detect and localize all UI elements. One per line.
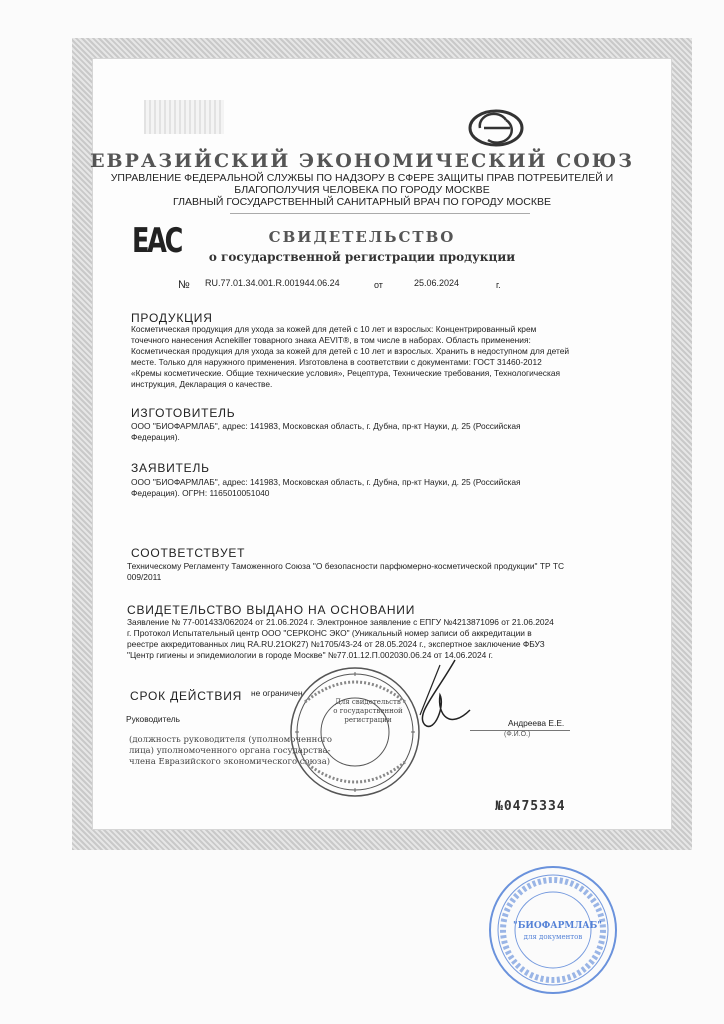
- product-text: Косметическая продукция для ухода за кожей для детей с 10 лет и взрослых: Концентрированный крем точечного нанесения Acnekiller товарного знака AEVIT®, в том числе в наборах. Область применения: Косметическая продукция для ухода за кожей для детей с 10 лет и взрослых. Хранить в недоступном для детей месте. Только для наружного применения. Изготовлена в соответствии с документами: ГОСТ 31460-2012 «Кремы косметические. Общие технические условия», Рецептура, Технические требования, Технологическая инструкция, Декларация о качестве.: [131, 324, 570, 389]
- form-serial-number: №0475334: [495, 799, 566, 814]
- head-label: Руководитель: [126, 714, 180, 724]
- conformity-heading: СООТВЕТСТВУЕТ: [131, 546, 246, 560]
- eac-mark: EAC: [132, 221, 182, 261]
- year-suffix: г.: [496, 280, 501, 290]
- signature-mark: [395, 655, 485, 735]
- position-caption-3: члена Евразийского экономического союза): [129, 757, 331, 767]
- manufacturer-text: ООО "БИОФАРМЛАБ", адрес: 141983, Московская область, г. Дубна, пр-кт Науки, д. 25 (Российская Федерация).: [131, 421, 521, 442]
- company-stamp-subtext: для документов: [523, 933, 583, 941]
- department-line-1: УПРАВЛЕНИЕ ФЕДЕРАЛЬНОЙ СЛУЖБЫ ПО НАДЗОРУ В СФЕРЕ ЗАЩИТЫ ПРАВ ПОТРЕБИТЕЛЕЙ И: [110, 172, 614, 184]
- official-stamp-text: Для свидетельств о государственной регистрации: [333, 698, 403, 724]
- signatory-name: Андреева Е.Е.: [508, 718, 565, 728]
- union-title: ЕВРАЗИЙСКИЙ ЭКОНОМИЧЕСКИЙ СОЮЗ: [90, 150, 634, 172]
- certificate-number: RU.77.01.34.001.R.001944.06.24: [205, 278, 340, 288]
- conformity-mark-icon: [466, 108, 526, 148]
- product-heading: ПРОДУКЦИЯ: [131, 311, 213, 325]
- certificate-subtitle: о государственной регистрации продукции: [208, 250, 516, 264]
- applicant-text: ООО "БИОФАРМЛАБ", адрес: 141983, Московская область, г. Дубна, пр-кт Науки, д. 25 (Российская Федерация). ОГРН: 1165010051040: [131, 477, 521, 498]
- basis-text: Заявление № 77-001433/062024 от 21.06.2024 г. Электронное заявление с ЕПГУ №4213871096 от 21.06.2024 г. Протокол Испытательный центр ООО "СЕРКОНС ЭКО" (Уникальный номер записи об аккредитации в реестре аккредитованных лиц RA.RU.21ОК27) №1705/43-24 от 28.05.2024 г., экспертное заключение ФБУЗ "Центр гигиены и эпидемиологии в городе Москве" №77.01.12.П.002030.06.24 от 14.06.2024 г.: [127, 617, 554, 660]
- fio-caption: (Ф.И.О.): [504, 731, 531, 738]
- position-caption-2: лица) уполномоченного органа государства-: [129, 746, 331, 756]
- applicant-heading: ЗАЯВИТЕЛЬ: [131, 461, 210, 475]
- security-pattern: [144, 100, 224, 134]
- number-label: №: [178, 279, 190, 291]
- validity-heading: СРОК ДЕЙСТВИЯ: [130, 689, 243, 703]
- manufacturer-heading: ИЗГОТОВИТЕЛЬ: [131, 406, 236, 420]
- position-caption-1: (должность руководителя (уполномоченного: [129, 735, 333, 745]
- department-line-2: БЛАГОПОЛУЧИЯ ЧЕЛОВЕКА ПО ГОРОДУ МОСКВЕ: [234, 184, 490, 196]
- validity-value: не ограничен: [251, 688, 303, 698]
- conformity-text: Техническому Регламенту Таможенного Союза "О безопасности парфюмерно-косметической продукции" ТР ТС 009/2011: [127, 561, 565, 582]
- company-stamp-name: "БИОФАРМЛАБ": [513, 921, 602, 931]
- certificate-title: СВИДЕТЕЛЬСТВО: [268, 228, 456, 246]
- department-line-3: ГЛАВНЫЙ ГОСУДАРСТВЕННЫЙ САНИТАРНЫЙ ВРАЧ ПО ГОРОДУ МОСКВЕ: [173, 196, 551, 208]
- certificate-date: 25.06.2024: [414, 278, 460, 288]
- from-label: от: [374, 280, 383, 290]
- divider: [230, 213, 530, 214]
- basis-heading: СВИДЕТЕЛЬСТВО ВЫДАНО НА ОСНОВАНИИ: [127, 603, 416, 617]
